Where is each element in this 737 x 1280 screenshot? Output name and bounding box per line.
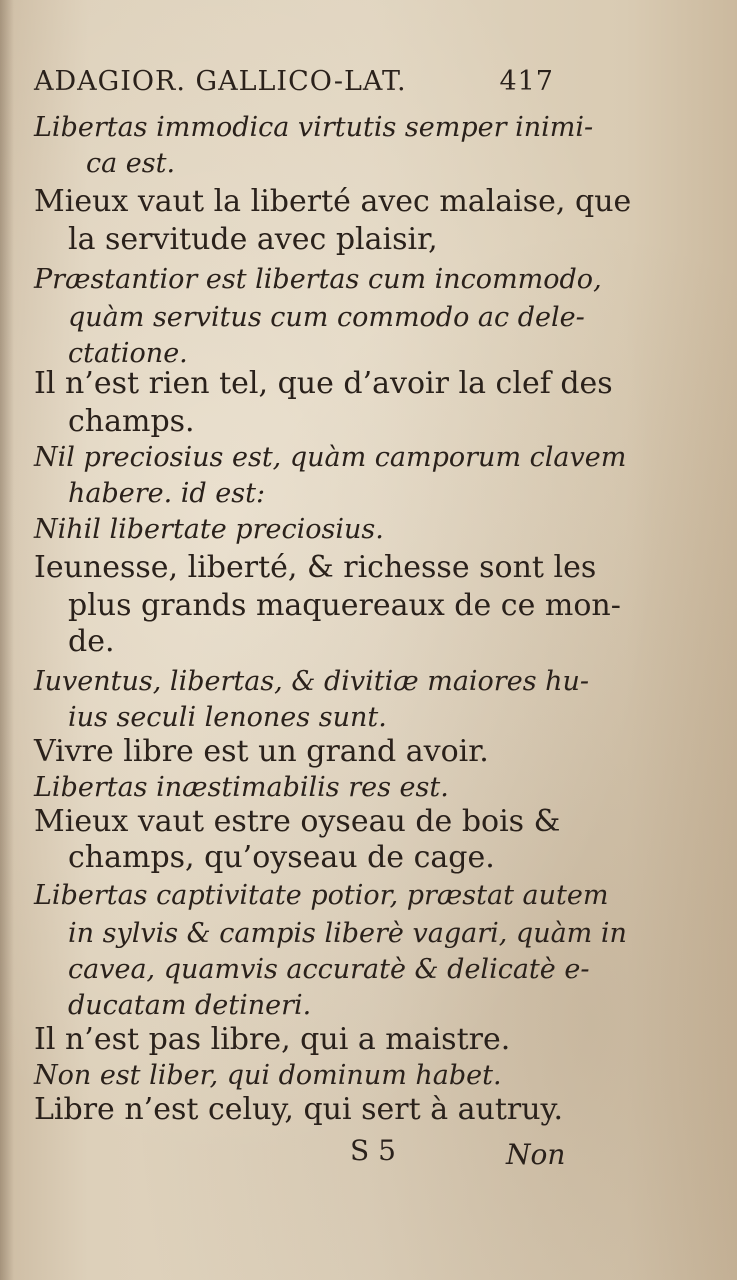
text-line: habere. id est:	[68, 478, 266, 509]
text-line: Nihil libertate preciosius.	[34, 514, 384, 545]
text-line: plus grands maquereaux de ce mon-	[68, 588, 621, 623]
text-line: in sylvis & campis liberè vagari, quàm in	[68, 918, 627, 949]
text-line: la servitude avec plaisir,	[68, 222, 438, 257]
text-line: ctatione.	[68, 338, 188, 369]
text-line: Nil preciosius est, quàm camporum clavem	[34, 442, 627, 473]
running-title: ADAGIOR. GALLICO-LAT.	[34, 66, 407, 97]
text-line: Libertas captivitate potior, præstat autem	[34, 880, 609, 911]
page-number: 417	[499, 66, 554, 97]
text-line: champs, qu’oyseau de cage.	[68, 840, 495, 875]
text-line: Libertas immodica virtutis semper inimi-	[34, 112, 594, 143]
text-line: ius seculi lenones sunt.	[68, 702, 387, 733]
text-line: Ieunesse, liberté, & richesse sont les	[34, 550, 597, 585]
text-line: Non est liber, qui dominum habet.	[34, 1060, 502, 1091]
text-line: de.	[68, 624, 115, 659]
text-line: Vivre libre est un grand avoir.	[34, 734, 489, 769]
text-line: Il n’est pas libre, qui a maistre.	[34, 1022, 511, 1057]
page-gutter-shadow	[0, 0, 14, 1280]
text-line: cavea, quamvis accuratè & delicatè e-	[68, 954, 590, 985]
text-line: Mieux vaut estre oyseau de bois &	[34, 804, 561, 839]
text-line: Iuventus, libertas, & divitiæ maiores hu-	[34, 666, 590, 697]
text-line: ducatam detineri.	[68, 990, 312, 1021]
text-line: Il n’est rien tel, que d’avoir la clef des	[34, 366, 613, 401]
text-line: Libre n’est celuy, qui sert à autruy.	[34, 1092, 564, 1127]
text-line: Mieux vaut la liberté avec malaise, que	[34, 184, 632, 219]
text-line: Libertas inæstimabilis res est.	[34, 772, 449, 803]
signature-mark: S 5	[350, 1134, 396, 1167]
text-line: champs.	[68, 404, 195, 439]
running-header	[34, 66, 554, 97]
text-line: quàm servitus cum commodo ac dele-	[68, 302, 585, 333]
text-line: ca est.	[86, 148, 176, 179]
catchword: Non	[506, 1138, 566, 1171]
text-line: Præstantior est libertas cum incommodo,	[34, 264, 602, 295]
